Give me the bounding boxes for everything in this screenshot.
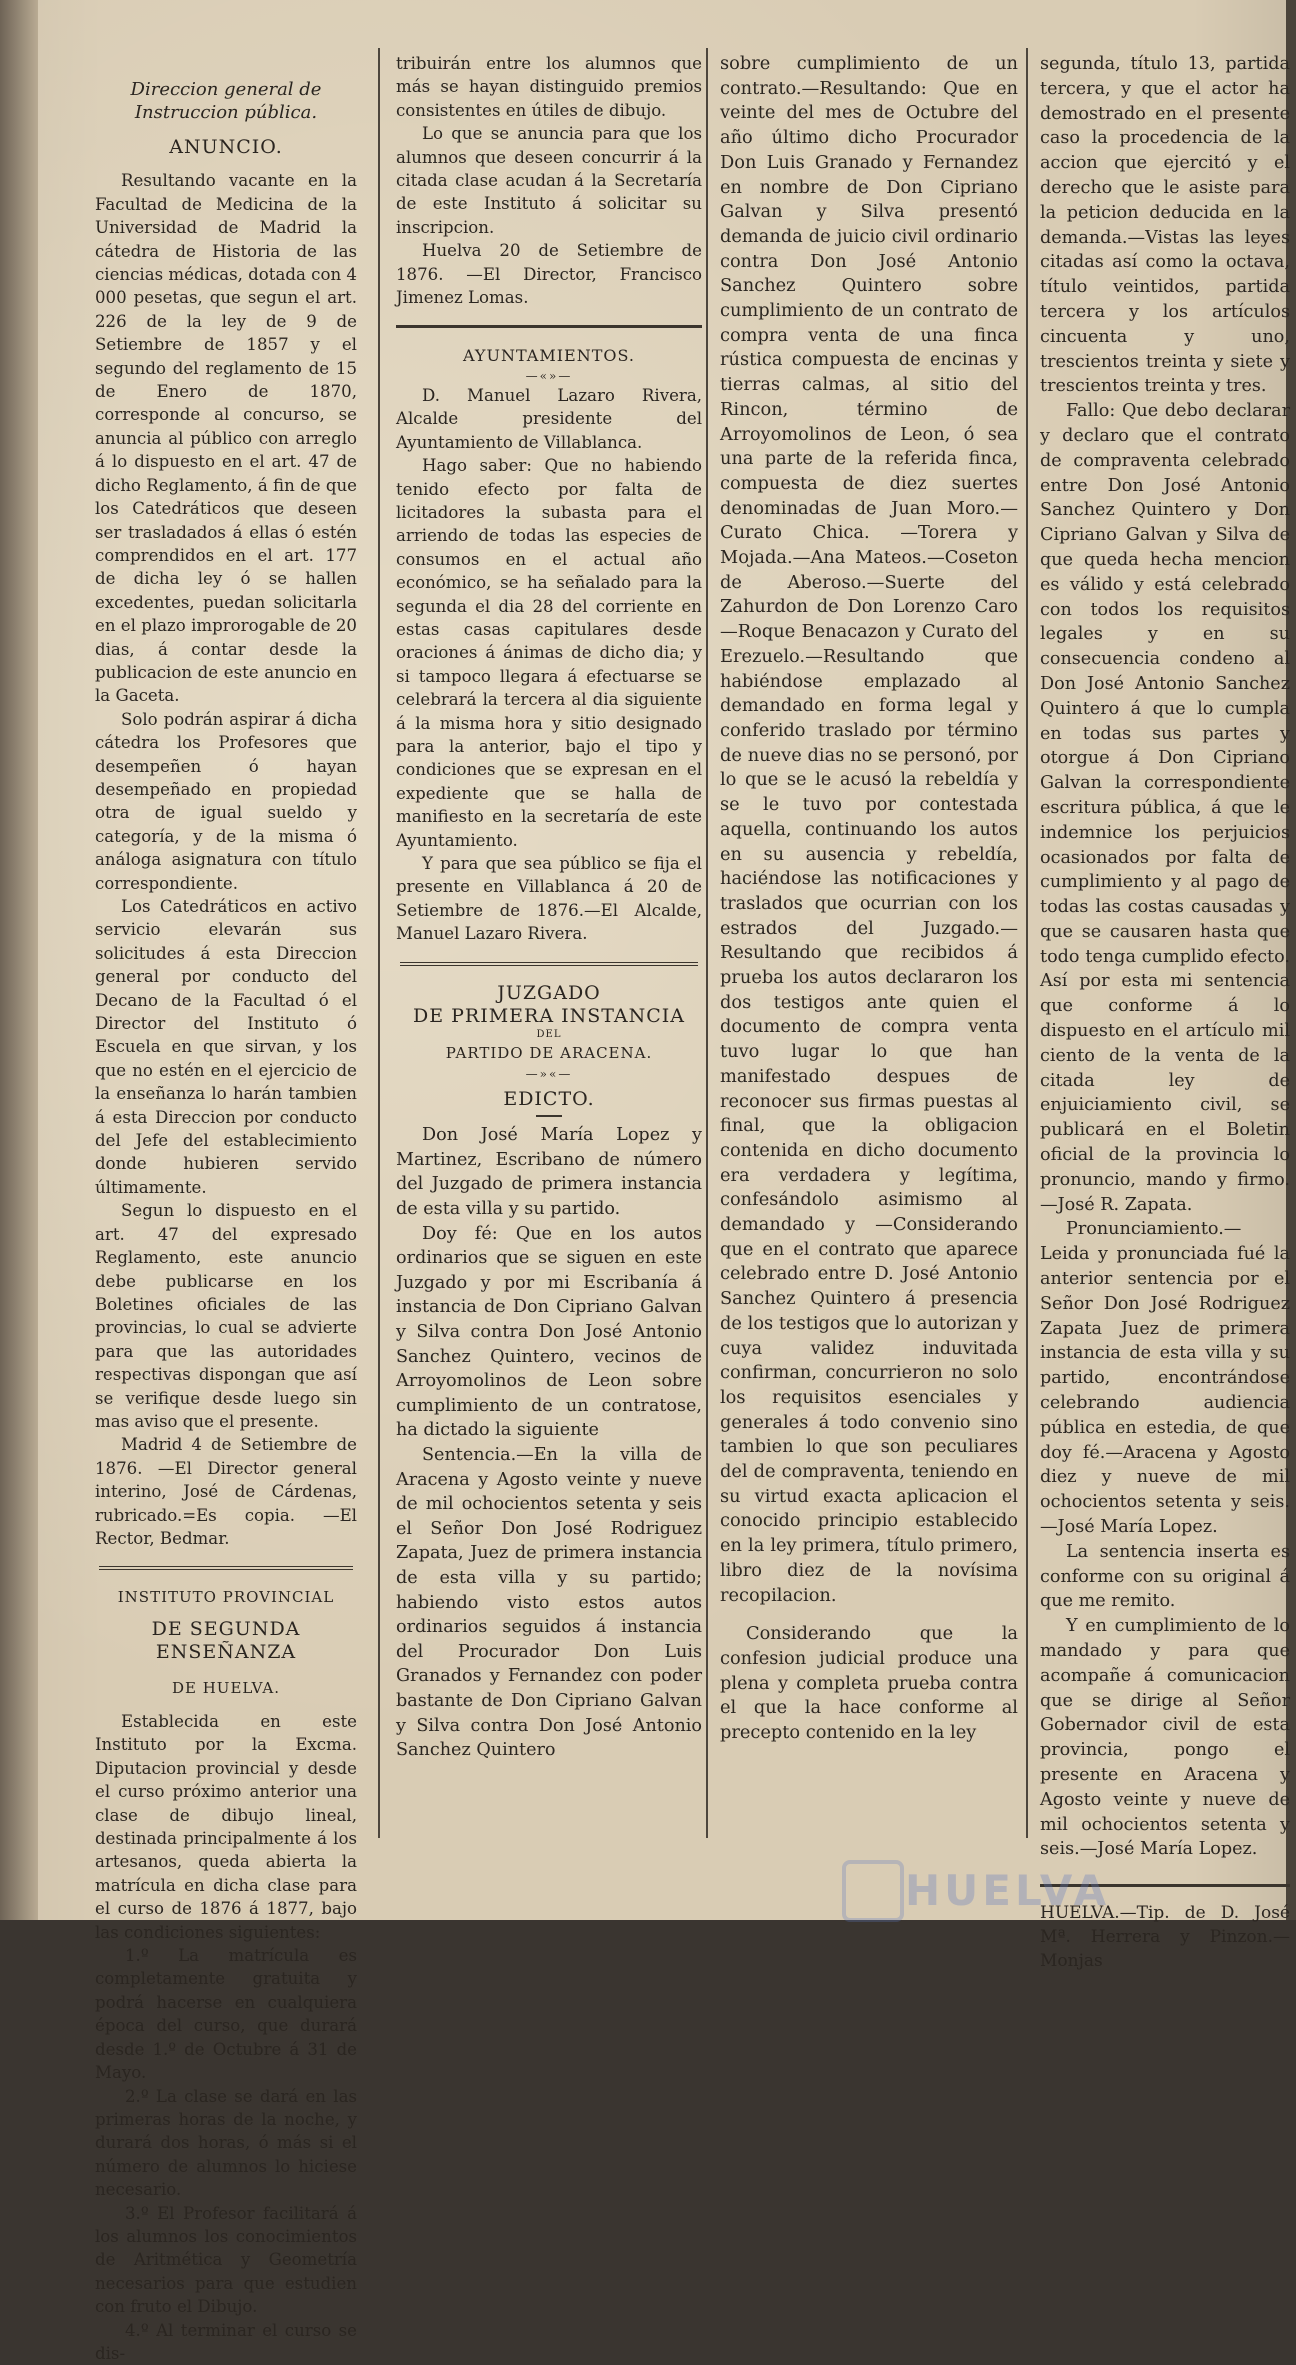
paragraph: tribuirán entre los alumnos que más se hayan distinguido premios consistentes en útiles de dibujo. (396, 54, 702, 120)
paragraph: Establecida en este Instituto por la Excma. Diputacion provincial y desde el curso próximo anterior una clase de dibujo lineal, destinada principalmente á los artesanos, queda abierta la matrícula en dicha clase para el curso de 1876 á 1877, bajo las condiciones siguientes: (95, 1712, 357, 1942)
column-2 (396, 52, 702, 1763)
section-divider (400, 962, 698, 966)
column-1 (95, 52, 357, 2365)
list-item: 1.º La matrícula es completamente gratuita y podrá hacerse en cualquiera época del curso, que durará desde 1.º de Octubre á 31 de Mayo. (95, 1946, 357, 2083)
paragraph: Hago saber: Que no habiendo tenido efecto por falta de licitadores la subasta para el arriendo de todas las especies de consumos en el actual año económico, se ha señalado para la segunda el dia 28 del corriente en estas casas capitulares desde oraciones á ánimas de dicho dia; y si tampoco llegara á efectuarse se celebrará la tercera al dia siguiente á la misma hora y sitio designado para la anterior, bajo el tipo y condiciones que se expresan en el expediente que se halla de manifiesto en la secretaría de este Ayuntamiento. (396, 456, 702, 850)
paragraph: Los Catedráticos en activo servicio elevarán sus solicitudes á esta Direccion general por conducto del Decano de la Facultad ó el Director del Instituto ó Escuela en que sirvan, y los que no estén en el ejercicio de la enseñanza lo harán tambien á esta Direccion por conducto del Jefe del establecimiento donde hubieren servido últimamente. (95, 897, 357, 1197)
conditions-list (95, 1944, 357, 2365)
ornament: —»«— (525, 1066, 573, 1081)
column-rule (706, 48, 708, 1838)
paragraph-signature: Huelva 20 de Setiembre de 1876. —El Director, Francisco Jimenez Lomas. (396, 241, 702, 308)
paragraph: Fallo: Que debo declarar y declaro que el contrato de compraventa celebrado entre Don José Antonio Sanchez Quintero y Don Cipriano Galvan y Silva de que queda hecha mencion es válido y está celebrado con todos los requisitos legales y en su consecuencia condeno al Don José Antonio Sanchez Quintero á que lo cumpla en todas sus partes y otorgue á Don Cipriano Galvan la correspondiente escritura pública, á que le indemnice los perjuicios ocasionados por falta de cumplimiento y al pago de todas las costas causadas y que se causaren hasta que todo tenga cumplido efecto. Así por esta mi sentencia que conforme á lo dispuesto en el artículo mil ciento de la venta de la citada ley de enjuiciamiento civil, se publicará en el Boletin oficial de la provincia lo pronuncio, mando y firmo.—José R. Zapata. (1040, 401, 1290, 1215)
paragraph: D. Manuel Lazaro Rivera, Alcalde presidente del Ayuntamiento de Villablanca. (396, 385, 702, 452)
column-rule (1026, 48, 1028, 1838)
paragraph: Segun lo dispuesto en el art. 47 del expresado Reglamento, este anuncio debe publicarse en los Boletines oficiales de las provincias, lo cual se advierte para que las autoridades respectivas dispongan que así se verifique desde luego sin mas aviso que el presente. (95, 1201, 357, 1431)
paragraph: Considerando que la confesion judicial produce una plena y completa prueba contra el que la hace conforme al precepto contenido en la ley (720, 1623, 1018, 1744)
paragraph: Resultando vacante en la Facultad de Medicina de la Universidad de Madrid la cátedra de Historia de las ciencias médicas, dotada con 4 000 pesetas, que segun el art. 226 de la ley de 9 de Setiembre de 1857 y el segundo del reglamento de 15 de Enero de 1870, corresponde al concurso, se anuncia al público con arreglo á lo dispuesto en el art. 47 de dicho Reglamento, á fin de que los Catedráticos que deseen ser trasladados á ellas ó estén comprendidos en el art. 177 de dicha ley ó se hallen excedentes, puedan solicitarla en el plazo improrogable de 20 dias, á contar desde la publicacion de este anuncio en la Gaceta. (95, 171, 357, 706)
imprint: HUELVA.—Tip. de D. José Mª. Herrera y Pinzon.—Monjas (1040, 1903, 1290, 1972)
heading-primera-instancia: DE PRIMERA INSTANCIA (412, 1005, 686, 1028)
heading-partido: PARTIDO DE ARACENA. (445, 1044, 653, 1063)
column-rule (378, 48, 380, 1838)
heading-ayuntamientos: AYUNTAMIENTOS. (463, 346, 635, 366)
paragraph: Don José María Lopez y Martinez, Escribano de número del Juzgado de primera instancia de esta villa y su partido. (396, 1125, 702, 1220)
library-logo-icon (842, 1860, 904, 1922)
ornament: —«»— (525, 368, 573, 383)
paragraph: La sentencia inserta es conforme con su original á que me remito. (1040, 1541, 1290, 1612)
heading-del: DEL (536, 1029, 562, 1041)
paragraph: segunda, título 13, partida tercera, y que el actor ha demostrado en el presente caso la procedencia de la accion que ejercitó y el derecho que le asiste para la peticion deducida en la demanda.—Vistas las leyes citadas así como la octava, título veintidos, partida tercera y los artículos cincuenta y uno, trescientos treinta y siete y trescientos treinta y tres. (1040, 54, 1290, 397)
paragraph: Y para que sea público se fija el presente en Villablanca á 20 de Setiembre de 1876.—El Alcalde, Manuel Lazaro Rivera. (396, 854, 702, 944)
paragraph: Solo podrán aspirar á dicha cátedra los Profesores que desempeñen ó hayan desempeñado en propiedad otra de igual sueldo y categoría, y de la misma ó análoga asignatura con título correspondiente. (95, 709, 357, 893)
paragraph: Pronunciamiento.—Leida y pronunciada fué la anterior sentencia por el Señor Don José Rodriguez Zapata Juez de primera instancia de esta villa y su partido, encontrándose celebrando audiencia pública en estedia, de que doy fé.—Aracena y Agosto diez y nueve de mil ochocientos setenta y seis.—José María Lopez. (1040, 1219, 1290, 1538)
page-binding-edge (0, 0, 38, 1920)
list-item: 2.º La clase se dará en las primeras horas de la noche, y durará dos horas, ó más si el número de alumnos lo hiciese necesario. (95, 2086, 357, 2200)
paragraph: Doy fé: Que en los autos ordinarios que se siguen en este Juzgado y por mi Escribanía á instancia de Don Cipriano Galvan y Silva contra Don José Antonio Sanchez Quintero, vecinos de Arroyomolinos de Leon sobre cumplimiento de un contratose, ha dictado la siguiente (396, 1223, 702, 1441)
list-item: 3.º El Profesor facilitará á los alumnos los conocimientos de Aritmética y Geometría necesarios para que estudien con fruto el Dibujo. (95, 2203, 357, 2317)
paragraph: Lo que se anuncia para que los alumnos que deseen concurrir á la citada clase acudan á la Secretaría de este Instituto á solicitar su inscripcion. (396, 124, 702, 237)
section-divider (396, 325, 702, 328)
heading-anuncio: ANUNCIO. (169, 136, 283, 158)
heading-de-huelva: DE HUELVA. (171, 1678, 280, 1697)
paragraph-signature: Madrid 4 de Setiembre de 1876. —El Director general interino, José de Cárdenas, rubricado.=Es copia. —El Rector, Bedmar. (95, 1435, 357, 1548)
paragraph: Sentencia.—En la villa de Aracena y Agosto veinte y nueve de mil ochocientos setenta y seis el Señor Don José Rodriguez Zapata, Juez de primera instancia de esta villa y su partido; habiendo visto estos autos ordinarios seguidos á instancia del Procurador Don Luis Granados y Fernandez con poder bastante de Don Cipriano Galvan y Silva contra Don José Antonio Sanchez Quintero (396, 1444, 702, 1761)
section-title-direccion: Direccion general de Instruccion pública. (130, 79, 322, 123)
paragraph: Y en cumplimiento de lo mandado y para que acompañe á comunicacion que se dirige al Señor Gobernador civil de esta provincia, pongo el presente en Aracena y Agosto veinte y nueve de mil ochocientos setenta y seis.—José María Lopez. (1040, 1616, 1290, 1860)
section-divider (99, 1566, 353, 1570)
column-4 (1040, 52, 1290, 1973)
paragraph: sobre cumplimiento de un contrato.—Resultando: Que en veinte del mes de Octubre del año último dicho Procurador Don Luis Granado y Fernandez en nombre de Don Cipriano Galvan y Silva presentó demanda de juicio civil ordinario contra Don José Antonio Sanchez Quintero sobre cumplimiento de un contrato de compra venta de una finca rústica compuesta de encinas y tierras calmas, al sitio del Rincon, término de Arroyomolinos de Leon, ó sea una parte de la referida finca, compuesta de diez suertes denominadas de Juan Moro.—Curato Chica. —Torera y Mojada.—Ana Mateos.—Coseton de Aberoso.—Suerte del Zahurdon de Don Lorenzo Caro —Roque Benacazon y Curato del Erezuelo.—Resultando que habiéndose emplazado al demandado en forma legal y conferido traslado por término de nueve dias no se personó, por lo que se le acusó la rebeldía y se le tuvo por contestada aquella, continuando los autos en su ausencia y rebeldía, haciéndose las notificaciones y traslados que ocurrian con los estrados del Juzgado.—Resultando que recibidos á prueba los autos declararon los dos testigos ante quien el documento de compra venta tuvo lugar lo que han manifestado despues de reconocer sus firmas puestas al final, que la obligacion contenida en dicho documento era verdadera y legítima, confesándolo asimismo al demandado y —Considerando que en el contrato que aparece celebrado entre D. José Antonio Sanchez Quintero á presencia de los testigos que lo autorizan y cuya validez induvitada confirman, concurrieron no solo los requisitos esenciales y generales á todo convenio sino tambien lo que son peculiares del de compraventa, teniendo en su virtud exacta aplicacion el conocido principio establecido en la ley primera, título primero, libro diez de la novísima recopilacion. (720, 53, 1018, 1606)
list-item: 4.º Al terminar el curso se dis- (95, 2320, 357, 2363)
edict-body (396, 1123, 702, 1762)
heading-instituto: INSTITUTO PROVINCIAL (117, 1588, 335, 1607)
short-rule (536, 1115, 562, 1117)
heading-edicto: EDICTO. (503, 1087, 595, 1110)
heading-juzgado: JUZGADO (497, 981, 601, 1004)
heading-segunda-ensenanza: DE SEGUNDA ENSEÑANZA (151, 1617, 301, 1664)
watermark: HUELVA (905, 1866, 1111, 1915)
column-3 (720, 52, 1018, 1746)
